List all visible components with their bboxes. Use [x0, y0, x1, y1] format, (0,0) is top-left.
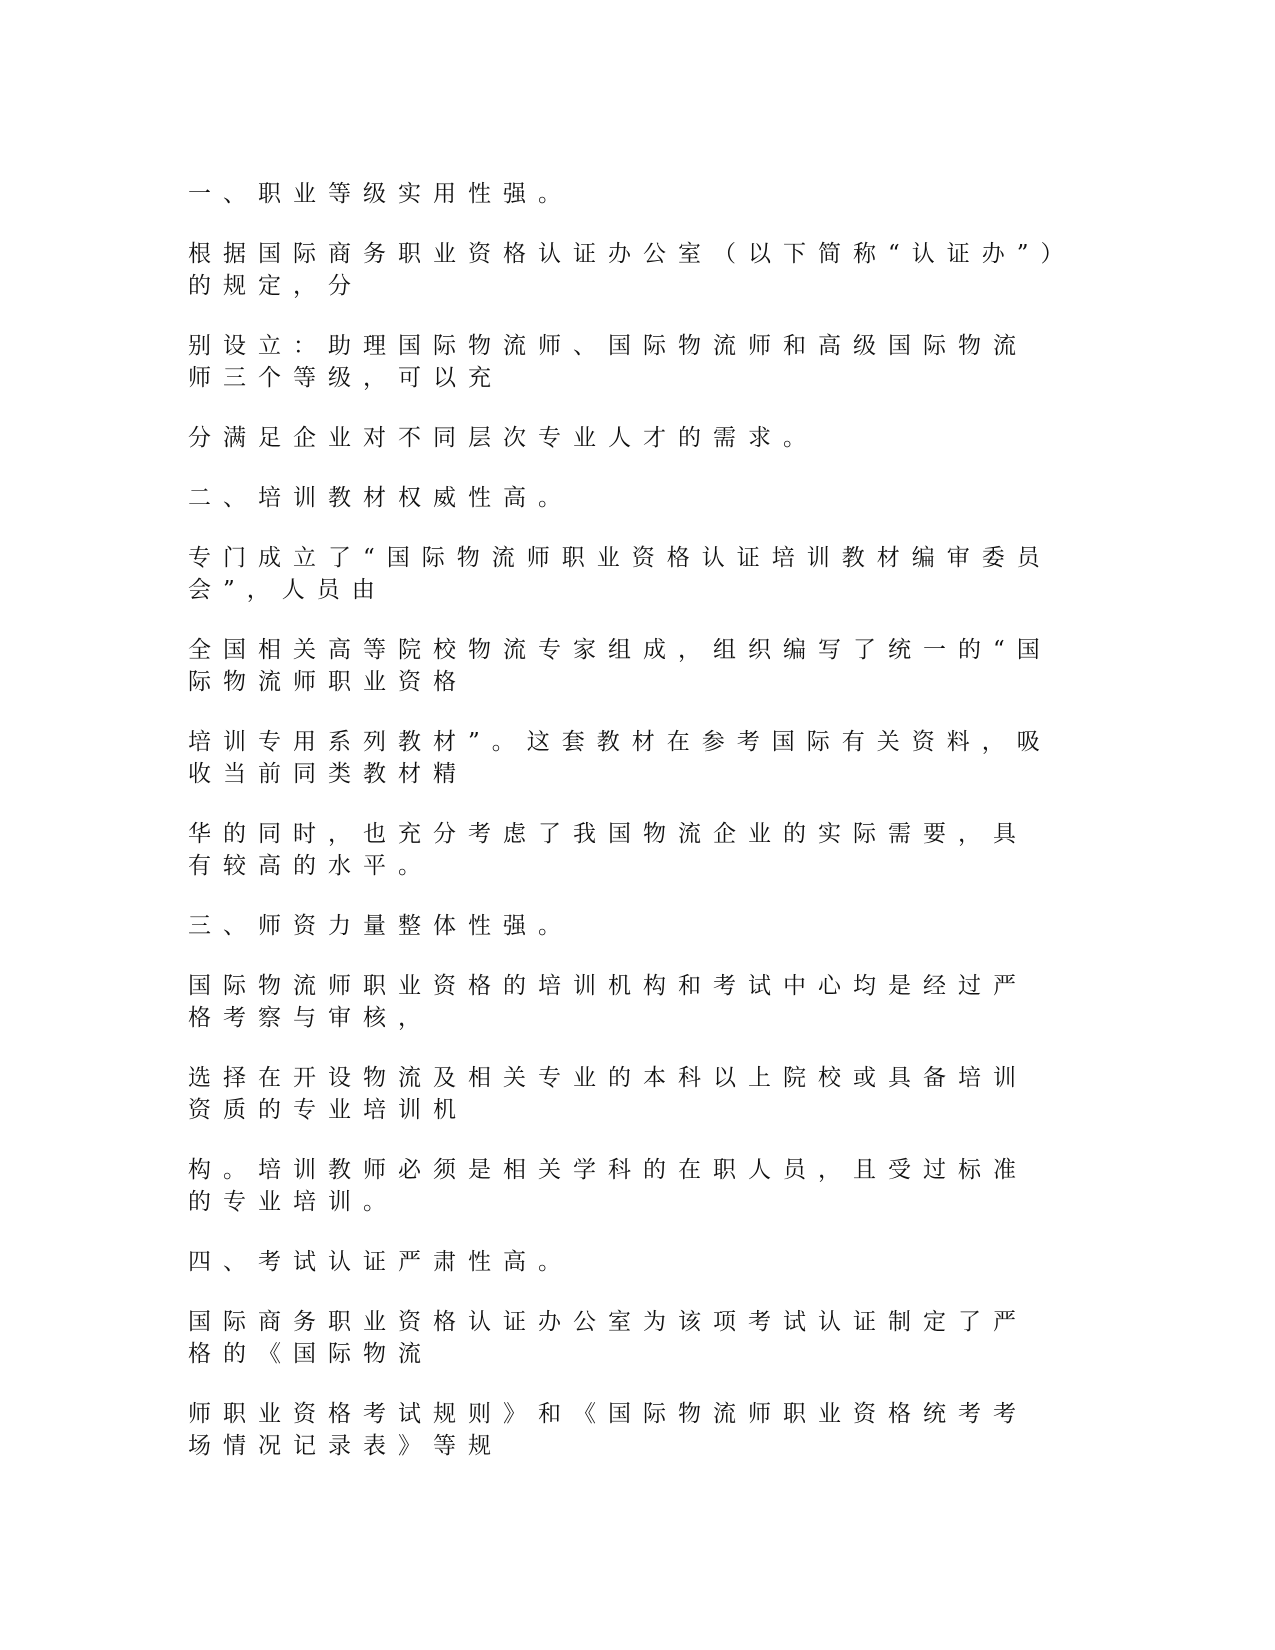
paragraph-line: 选择在开设物流及相关专业的本科以上院校或具备培训: [188, 1065, 1028, 1091]
paragraph-line: 的专业培训。: [188, 1189, 398, 1215]
paragraph-line: 四、考试认证严肃性高。: [188, 1249, 573, 1275]
paragraph-13: [188, 1154, 1118, 1218]
paragraph-line: 三、师资力量整体性强。: [188, 913, 573, 939]
document-body: [188, 178, 1118, 1490]
paragraph-line: 根据国际商务职业资格认证办公室（以下简称“认证办”）: [188, 241, 1076, 267]
paragraph-16: [188, 1398, 1118, 1462]
paragraph-line: 分满足企业对不同层次专业人才的需求。: [188, 425, 818, 451]
paragraph-line: 别设立：助理国际物流师、国际物流师和高级国际物流: [188, 333, 1028, 359]
paragraph-line: 收当前同类教材精: [188, 761, 468, 787]
paragraph-line: 际物流师职业资格: [188, 669, 468, 695]
paragraph-3: [188, 330, 1118, 394]
paragraph-8: [188, 726, 1118, 790]
paragraph-line: 二、培训教材权威性高。: [188, 485, 573, 511]
paragraph-12: [188, 1062, 1118, 1126]
paragraph-10: [188, 910, 1118, 942]
paragraph-line: 专门成立了“国际物流师职业资格认证培训教材编审委员: [188, 545, 1052, 571]
paragraph-line: 国际物流师职业资格的培训机构和考试中心均是经过严: [188, 973, 1028, 999]
paragraph-line: 师三个等级，可以充: [188, 365, 503, 391]
paragraph-14: [188, 1246, 1118, 1278]
paragraph-11: [188, 970, 1118, 1034]
paragraph-line: 一、职业等级实用性强。: [188, 181, 573, 207]
paragraph-line: 华的同时，也充分考虑了我国物流企业的实际需要，具: [188, 821, 1028, 847]
paragraph-1: [188, 178, 1118, 210]
paragraph-line: 的规定，分: [188, 273, 363, 299]
paragraph-line: 有较高的水平。: [188, 853, 433, 879]
paragraph-9: [188, 818, 1118, 882]
paragraph-line: 全国相关高等院校物流专家组成，组织编写了统一的“国: [188, 637, 1052, 663]
paragraph-7: [188, 634, 1118, 698]
paragraph-line: 会”，人员由: [188, 577, 387, 603]
paragraph-6: [188, 542, 1118, 606]
paragraph-line: 格的《国际物流: [188, 1341, 433, 1367]
paragraph-line: 构。培训教师必须是相关学科的在职人员，且受过标准: [188, 1157, 1028, 1183]
paragraph-line: 场情况记录表》等规: [188, 1433, 503, 1459]
paragraph-15: [188, 1306, 1118, 1370]
paragraph-5: [188, 482, 1118, 514]
paragraph-line: 师职业资格考试规则》和《国际物流师职业资格统考考: [188, 1401, 1028, 1427]
paragraph-line: 资质的专业培训机: [188, 1097, 468, 1123]
paragraph-2: [188, 238, 1118, 302]
paragraph-4: [188, 422, 1118, 454]
paragraph-line: 格考察与审核，: [188, 1005, 433, 1031]
paragraph-line: 培训专用系列教材”。这套教材在参考国际有关资料，吸: [188, 729, 1052, 755]
paragraph-line: 国际商务职业资格认证办公室为该项考试认证制定了严: [188, 1309, 1028, 1335]
